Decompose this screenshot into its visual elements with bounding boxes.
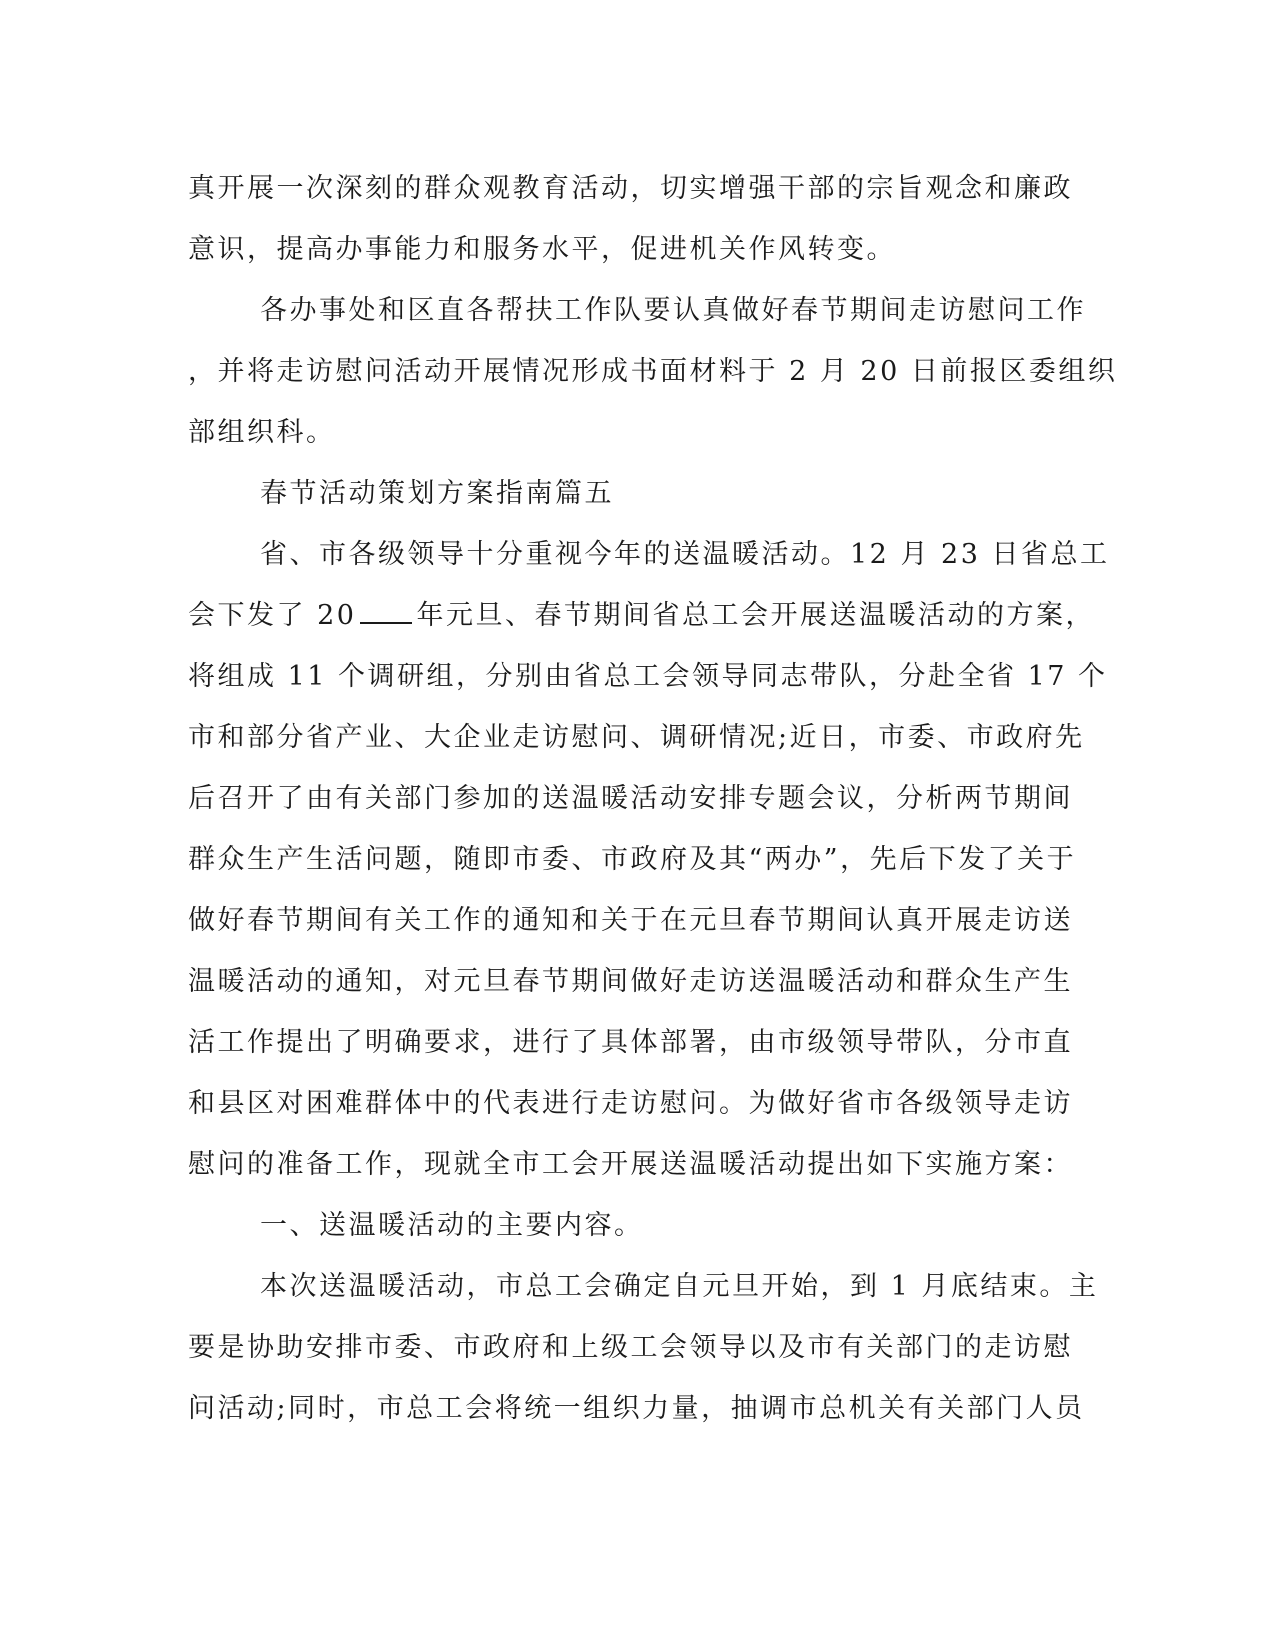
text-line: 意识，提高办事能力和服务水平，促进机关作风转变。: [188, 234, 896, 265]
text-line: [188, 585, 1095, 646]
text-line: 将组成 11 个调研组，分别由省总工会领导同志带队，分赴全省 17 个: [188, 661, 1108, 692]
fill-in-blank: [360, 600, 412, 624]
text-line: 问活动;同时，市总工会将统一组织力量，抽调市总机关有关部门人员: [188, 1393, 1085, 1424]
text-line: 活工作提出了明确要求，进行了具体部署，由市级领导带队，分市直: [188, 1027, 1073, 1058]
text-line: 各办事处和区直各帮扶工作队要认真做好春节期间走访慰问工作: [260, 295, 1086, 326]
text-line: 本次送温暖活动，市总工会确定自元旦开始，到 1 月底结束。主: [260, 1271, 1099, 1302]
text-line: ，并将走访慰问活动开展情况形成书面材料于 2 月 20 日前报区委组织: [188, 356, 1118, 387]
text-line: 做好春节期间有关工作的通知和关于在元旦春节期间认真开展走访送: [188, 905, 1073, 936]
text-after-blank: 年元旦、春节期间省总工会开展送温暖活动的方案，: [416, 600, 1095, 631]
text-line: 部组织科。: [188, 417, 336, 448]
text-line: 慰问的准备工作，现就全市工会开展送温暖活动提出如下实施方案：: [188, 1149, 1073, 1180]
text-line: 温暖活动的通知，对元旦春节期间做好走访送温暖活动和群众生产生: [188, 966, 1073, 997]
text-line: 市和部分省产业、大企业走访慰问、调研情况;近日，市委、市政府先: [188, 722, 1085, 753]
section-heading: 春节活动策划方案指南篇五: [260, 478, 614, 509]
document-body: [188, 158, 1118, 1439]
text-line: 群众生产生活问题，随即市委、市政府及其“两办”，先后下发了关于: [188, 844, 1077, 875]
text-line: 省、市各级领导十分重视今年的送温暖活动。12 月 23 日省总工: [260, 539, 1110, 570]
text-line: 真开展一次深刻的群众观教育活动，切实增强干部的宗旨观念和廉政: [188, 173, 1073, 204]
text-line: 和县区对困难群体中的代表进行走访慰问。为做好省市各级领导走访: [188, 1088, 1073, 1119]
text-line: 要是协助安排市委、市政府和上级工会领导以及市有关部门的走访慰: [188, 1332, 1073, 1363]
section-heading: 一、送温暖活动的主要内容。: [260, 1210, 644, 1241]
text-before-blank: 会下发了 20: [188, 600, 357, 631]
text-line: 后召开了由有关部门参加的送温暖活动安排专题会议，分析两节期间: [188, 783, 1073, 814]
